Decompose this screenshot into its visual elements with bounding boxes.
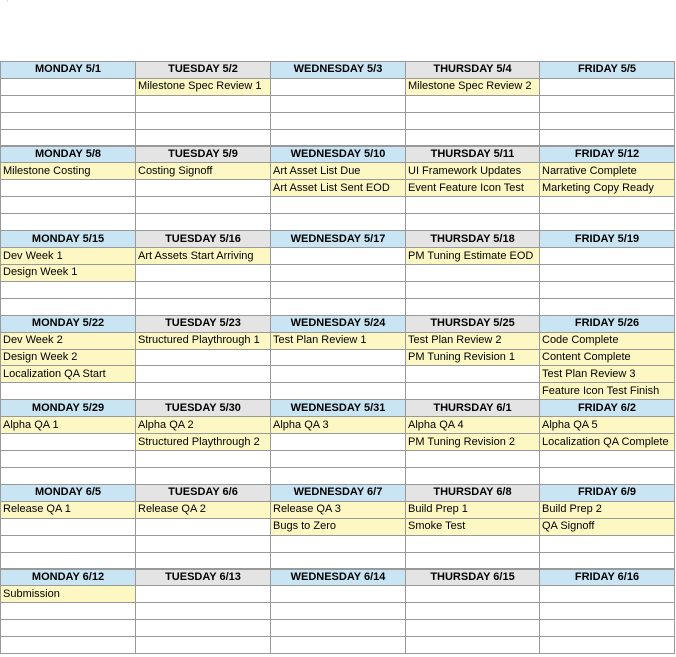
event-cell[interactable]: Release QA 1: [1, 501, 136, 518]
week-block: [0, 399, 674, 484]
event-cell[interactable]: Localization QA Start: [1, 366, 136, 383]
empty-cell[interactable]: [540, 78, 675, 95]
event-row: [1, 180, 675, 197]
empty-cell[interactable]: [271, 535, 406, 552]
empty-cell[interactable]: [540, 264, 675, 281]
empty-cell[interactable]: [271, 298, 406, 315]
event-cell[interactable]: PM Tuning Estimate EOD: [406, 248, 540, 265]
day-header-cell[interactable]: FRIDAY 5/12: [540, 146, 675, 163]
day-header-cell[interactable]: MONDAY 5/1: [1, 62, 136, 79]
event-cell[interactable]: Code Complete: [540, 332, 675, 349]
empty-cell[interactable]: [406, 281, 540, 298]
event-row: [1, 366, 675, 383]
day-header-cell[interactable]: THURSDAY 5/4: [406, 62, 540, 79]
week-table: [0, 399, 675, 484]
event-cell[interactable]: Art Asset List Due: [271, 163, 406, 180]
empty-cell[interactable]: [540, 637, 675, 654]
event-cell[interactable]: Release QA 2: [136, 501, 271, 518]
empty-cell[interactable]: [540, 467, 675, 484]
empty-cell[interactable]: [136, 281, 271, 298]
empty-cell[interactable]: [406, 214, 540, 231]
empty-cell[interactable]: [271, 467, 406, 484]
day-header-row: [1, 484, 675, 501]
event-cell[interactable]: QA Signoff: [540, 518, 675, 535]
event-cell[interactable]: Alpha QA 3: [271, 417, 406, 434]
day-header-cell[interactable]: MONDAY 5/22: [1, 315, 136, 332]
day-header-cell[interactable]: FRIDAY 5/5: [540, 62, 675, 79]
empty-cell[interactable]: [540, 197, 675, 214]
week-block: [0, 61, 674, 146]
day-header-cell[interactable]: FRIDAY 6/2: [540, 400, 675, 417]
event-cell[interactable]: Milestone Spec Review 1: [136, 78, 271, 95]
empty-cell[interactable]: [540, 535, 675, 552]
empty-cell[interactable]: [136, 349, 271, 366]
day-header-cell[interactable]: WEDNESDAY 5/3: [271, 62, 406, 79]
week-block: [0, 315, 674, 400]
corner-mark: [7, 0, 8, 2]
event-cell[interactable]: Alpha QA 2: [136, 417, 271, 434]
empty-cell[interactable]: [540, 95, 675, 112]
empty-cell[interactable]: [1, 78, 136, 95]
event-cell[interactable]: Marketing Copy Ready: [540, 180, 675, 197]
day-header-row: [1, 146, 675, 163]
empty-cell[interactable]: [1, 180, 136, 197]
day-header-cell[interactable]: FRIDAY 5/19: [540, 231, 675, 248]
event-cell[interactable]: Milestone Spec Review 2: [406, 78, 540, 95]
week-block: [0, 146, 674, 231]
event-row: [1, 501, 675, 518]
event-row: [1, 620, 675, 637]
day-header-cell[interactable]: MONDAY 5/15: [1, 231, 136, 248]
event-cell[interactable]: Release QA 3: [271, 501, 406, 518]
empty-cell[interactable]: [136, 264, 271, 281]
empty-cell[interactable]: [271, 637, 406, 654]
empty-cell[interactable]: [271, 349, 406, 366]
empty-cell[interactable]: [406, 298, 540, 315]
empty-cell[interactable]: [406, 620, 540, 637]
day-header-cell[interactable]: WEDNESDAY 5/24: [271, 315, 406, 332]
empty-cell[interactable]: [1, 129, 136, 146]
day-header-cell[interactable]: THURSDAY 5/25: [406, 315, 540, 332]
empty-cell[interactable]: [271, 434, 406, 451]
day-header-cell[interactable]: MONDAY 6/12: [1, 569, 136, 586]
empty-cell[interactable]: [271, 552, 406, 569]
event-cell[interactable]: Alpha QA 1: [1, 417, 136, 434]
event-cell[interactable]: Content Complete: [540, 349, 675, 366]
day-header-row: [1, 231, 675, 248]
event-row: [1, 417, 675, 434]
event-row: [1, 535, 675, 552]
event-cell[interactable]: Submission: [1, 586, 136, 603]
empty-cell[interactable]: [271, 586, 406, 603]
empty-cell[interactable]: [1, 467, 136, 484]
day-header-cell[interactable]: TUESDAY 5/23: [136, 315, 271, 332]
empty-cell[interactable]: [406, 467, 540, 484]
day-header-cell[interactable]: WEDNESDAY 6/14: [271, 569, 406, 586]
day-header-cell[interactable]: FRIDAY 6/16: [540, 569, 675, 586]
day-header-cell[interactable]: THURSDAY 6/15: [406, 569, 540, 586]
empty-cell[interactable]: [540, 248, 675, 265]
event-row: [1, 78, 675, 95]
empty-cell[interactable]: [136, 518, 271, 535]
schedule-spreadsheet: [0, 61, 674, 653]
event-row: [1, 467, 675, 484]
empty-cell[interactable]: [136, 129, 271, 146]
empty-cell[interactable]: [271, 383, 406, 400]
empty-cell[interactable]: [271, 214, 406, 231]
day-header-cell[interactable]: WEDNESDAY 5/31: [271, 400, 406, 417]
empty-cell[interactable]: [1, 197, 136, 214]
empty-cell[interactable]: [406, 535, 540, 552]
empty-cell[interactable]: [136, 552, 271, 569]
event-cell[interactable]: Alpha QA 4: [406, 417, 540, 434]
empty-cell[interactable]: [1, 620, 136, 637]
empty-cell[interactable]: [136, 197, 271, 214]
day-header-row: [1, 400, 675, 417]
event-row: [1, 383, 675, 400]
event-row: [1, 298, 675, 315]
empty-cell[interactable]: [1, 518, 136, 535]
empty-cell[interactable]: [271, 129, 406, 146]
event-cell[interactable]: Build Prep 1: [406, 501, 540, 518]
event-cell[interactable]: Test Plan Review 1: [271, 332, 406, 349]
empty-cell[interactable]: [406, 451, 540, 468]
event-cell[interactable]: Design Week 1: [1, 264, 136, 281]
day-header-cell[interactable]: MONDAY 5/8: [1, 146, 136, 163]
empty-cell[interactable]: [540, 620, 675, 637]
empty-cell[interactable]: [540, 451, 675, 468]
day-header-cell[interactable]: FRIDAY 5/26: [540, 315, 675, 332]
empty-cell[interactable]: [271, 112, 406, 129]
empty-cell[interactable]: [406, 197, 540, 214]
empty-cell[interactable]: [1, 383, 136, 400]
week-table: [0, 569, 675, 654]
week-table: [0, 146, 675, 231]
event-cell[interactable]: Art Assets Start Arriving: [136, 248, 271, 265]
empty-cell[interactable]: [136, 383, 271, 400]
event-cell[interactable]: PM Tuning Revision 1: [406, 349, 540, 366]
empty-cell[interactable]: [540, 603, 675, 620]
week-block: [0, 230, 674, 315]
empty-cell[interactable]: [406, 586, 540, 603]
event-cell[interactable]: Costing Signoff: [136, 163, 271, 180]
day-header-cell[interactable]: WEDNESDAY 5/10: [271, 146, 406, 163]
day-header-cell[interactable]: THURSDAY 5/11: [406, 146, 540, 163]
empty-cell[interactable]: [136, 586, 271, 603]
day-header-cell[interactable]: THURSDAY 6/1: [406, 400, 540, 417]
event-row: [1, 248, 675, 265]
day-header-cell[interactable]: MONDAY 5/29: [1, 400, 136, 417]
empty-cell[interactable]: [1, 281, 136, 298]
day-header-cell[interactable]: TUESDAY 5/30: [136, 400, 271, 417]
week-table: [0, 61, 675, 146]
day-header-cell[interactable]: THURSDAY 6/8: [406, 484, 540, 501]
event-row: [1, 451, 675, 468]
day-header-cell[interactable]: TUESDAY 6/13: [136, 569, 271, 586]
empty-cell[interactable]: [406, 637, 540, 654]
empty-cell[interactable]: [1, 552, 136, 569]
event-cell[interactable]: Dev Week 2: [1, 332, 136, 349]
empty-cell[interactable]: [271, 248, 406, 265]
event-row: [1, 552, 675, 569]
event-row: [1, 332, 675, 349]
empty-cell[interactable]: [136, 95, 271, 112]
empty-cell[interactable]: [271, 95, 406, 112]
week-table: [0, 315, 675, 400]
empty-cell[interactable]: [136, 112, 271, 129]
empty-cell[interactable]: [136, 298, 271, 315]
empty-cell[interactable]: [406, 264, 540, 281]
empty-cell[interactable]: [136, 620, 271, 637]
empty-cell[interactable]: [406, 366, 540, 383]
event-row: [1, 349, 675, 366]
event-row: [1, 264, 675, 281]
event-cell[interactable]: Test Plan Review 2: [406, 332, 540, 349]
day-header-cell[interactable]: TUESDAY 5/2: [136, 62, 271, 79]
empty-cell[interactable]: [271, 366, 406, 383]
empty-cell[interactable]: [406, 112, 540, 129]
day-header-cell[interactable]: TUESDAY 5/9: [136, 146, 271, 163]
event-cell[interactable]: Structured Playthrough 2: [136, 434, 271, 451]
event-cell[interactable]: Build Prep 2: [540, 501, 675, 518]
empty-cell[interactable]: [136, 637, 271, 654]
event-row: [1, 518, 675, 535]
empty-cell[interactable]: [271, 603, 406, 620]
empty-cell[interactable]: [136, 535, 271, 552]
week-block: [0, 484, 674, 569]
empty-cell[interactable]: [540, 298, 675, 315]
empty-cell[interactable]: [1, 535, 136, 552]
event-cell[interactable]: UI Framework Updates: [406, 163, 540, 180]
event-row: [1, 637, 675, 654]
event-row: [1, 281, 675, 298]
event-cell[interactable]: Art Asset List Sent EOD: [271, 180, 406, 197]
empty-cell[interactable]: [1, 434, 136, 451]
empty-cell[interactable]: [406, 383, 540, 400]
event-cell[interactable]: Test Plan Review 3: [540, 366, 675, 383]
day-header-cell[interactable]: TUESDAY 5/16: [136, 231, 271, 248]
empty-cell[interactable]: [136, 366, 271, 383]
event-cell[interactable]: Feature Icon Test Finish: [540, 383, 675, 400]
event-cell[interactable]: Design Week 2: [1, 349, 136, 366]
day-header-cell[interactable]: MONDAY 6/5: [1, 484, 136, 501]
event-row: [1, 95, 675, 112]
day-header-cell[interactable]: THURSDAY 5/18: [406, 231, 540, 248]
empty-cell[interactable]: [136, 467, 271, 484]
event-cell[interactable]: PM Tuning Revision 2: [406, 434, 540, 451]
empty-cell[interactable]: [271, 451, 406, 468]
empty-cell[interactable]: [1, 451, 136, 468]
empty-cell[interactable]: [271, 620, 406, 637]
event-row: [1, 129, 675, 146]
week-block: [0, 569, 674, 654]
empty-cell[interactable]: [540, 552, 675, 569]
empty-cell[interactable]: [1, 298, 136, 315]
week-table: [0, 484, 675, 569]
event-cell[interactable]: Localization QA Complete: [540, 434, 675, 451]
day-header-cell[interactable]: FRIDAY 6/9: [540, 484, 675, 501]
empty-cell[interactable]: [540, 214, 675, 231]
event-cell[interactable]: Dev Week 1: [1, 248, 136, 265]
empty-cell[interactable]: [540, 586, 675, 603]
empty-cell[interactable]: [540, 281, 675, 298]
empty-cell[interactable]: [1, 603, 136, 620]
empty-cell[interactable]: [406, 129, 540, 146]
event-row: [1, 112, 675, 129]
event-row: [1, 434, 675, 451]
day-header-cell[interactable]: WEDNESDAY 5/17: [271, 231, 406, 248]
event-cell[interactable]: Structured Playthrough 1: [136, 332, 271, 349]
event-row: [1, 163, 675, 180]
empty-cell[interactable]: [406, 95, 540, 112]
empty-cell[interactable]: [406, 603, 540, 620]
empty-cell[interactable]: [1, 214, 136, 231]
empty-cell[interactable]: [271, 197, 406, 214]
event-cell[interactable]: Smoke Test: [406, 518, 540, 535]
empty-cell[interactable]: [406, 552, 540, 569]
event-cell[interactable]: Narrative Complete: [540, 163, 675, 180]
event-cell[interactable]: Bugs to Zero: [271, 518, 406, 535]
event-cell[interactable]: Event Feature Icon Test: [406, 180, 540, 197]
empty-cell[interactable]: [1, 637, 136, 654]
empty-cell[interactable]: [271, 281, 406, 298]
empty-cell[interactable]: [136, 603, 271, 620]
empty-cell[interactable]: [271, 78, 406, 95]
event-cell[interactable]: Milestone Costing: [1, 163, 136, 180]
day-header-row: [1, 62, 675, 79]
empty-cell[interactable]: [540, 112, 675, 129]
day-header-row: [1, 315, 675, 332]
day-header-cell[interactable]: TUESDAY 6/6: [136, 484, 271, 501]
day-header-row: [1, 569, 675, 586]
empty-cell[interactable]: [540, 129, 675, 146]
empty-cell[interactable]: [1, 95, 136, 112]
event-cell[interactable]: Alpha QA 5: [540, 417, 675, 434]
empty-cell[interactable]: [136, 214, 271, 231]
event-row: [1, 214, 675, 231]
empty-cell[interactable]: [136, 180, 271, 197]
event-row: [1, 603, 675, 620]
event-row: [1, 586, 675, 603]
week-table: [0, 230, 675, 315]
empty-cell[interactable]: [136, 451, 271, 468]
day-header-cell[interactable]: WEDNESDAY 6/7: [271, 484, 406, 501]
empty-cell[interactable]: [1, 112, 136, 129]
empty-cell[interactable]: [271, 264, 406, 281]
event-row: [1, 197, 675, 214]
